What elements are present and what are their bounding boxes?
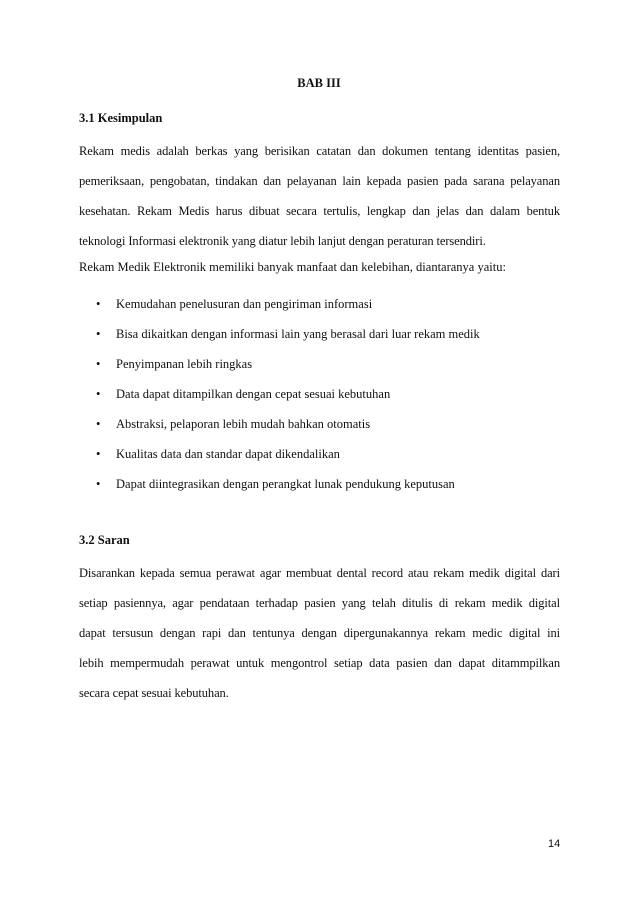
list-item-text: Data dapat ditampilkan dengan cepat sesuai kebutuhan bbox=[116, 387, 391, 401]
paragraph-line: secara cepat sesuai kebutuhan. bbox=[79, 686, 229, 700]
paragraph-line: teknologi Informasi elektronik yang diatur lebih lanjut dengan peraturan tersendiri. bbox=[79, 234, 486, 248]
page-number: 14 bbox=[548, 838, 561, 850]
section1-paragraph bbox=[79, 136, 560, 256]
bullet-icon: • bbox=[96, 387, 101, 401]
bullet-icon: • bbox=[96, 417, 101, 431]
section-heading-kesimpulan: 3.1 Kesimpulan bbox=[79, 111, 163, 125]
bullet-icon: • bbox=[96, 357, 101, 371]
paragraph-line: dapat tersusun dengan rapi dan tentunya dengan dipergunakannya rekam medic digital ini bbox=[79, 626, 560, 640]
section2-paragraph bbox=[79, 558, 560, 708]
list-item-text: Penyimpanan lebih ringkas bbox=[116, 357, 253, 371]
list-item-text: Kualitas data dan standar dapat dikendalikan bbox=[116, 447, 340, 461]
paragraph-line: kesehatan. Rekam Medis harus dibuat secara tertulis, lengkap dan jelas dan dalam bentuk bbox=[79, 204, 560, 218]
bullet-icon: • bbox=[96, 477, 101, 491]
paragraph-line: Disarankan kepada semua perawat agar membuat dental record atau rekam medik digital dari bbox=[79, 566, 560, 580]
list-item-text: Dapat diintegrasikan dengan perangkat lunak pendukung keputusan bbox=[116, 477, 455, 491]
section-heading-saran: 3.2 Saran bbox=[79, 533, 130, 547]
benefits-intro: Rekam Medik Elektronik memiliki banyak manfaat dan kelebihan, diantaranya yaitu: bbox=[79, 260, 506, 274]
list-item-text: Bisa dikaitkan dengan informasi lain yang berasal dari luar rekam medik bbox=[116, 327, 480, 341]
list-item-text: Kemudahan penelusuran dan pengiriman informasi bbox=[116, 297, 373, 311]
paragraph-line: setiap pasiennya, agar pendataan terhadap pasien yang telah ditulis di rekam medik digital bbox=[79, 596, 560, 610]
paragraph-line: pemeriksaan, pengobatan, tindakan dan pelayanan lain kepada pasien pada sarana pelayanan bbox=[79, 174, 560, 188]
bullet-icon: • bbox=[96, 327, 101, 341]
bullet-icon: • bbox=[96, 297, 101, 311]
chapter-title: BAB III bbox=[297, 76, 341, 90]
paragraph-line: Rekam medis adalah berkas yang berisikan catatan dan dokumen tentang identitas pasien, bbox=[79, 144, 560, 158]
bullet-icon: • bbox=[96, 447, 101, 461]
list-item-text: Abstraksi, pelaporan lebih mudah bahkan otomatis bbox=[116, 417, 371, 431]
paragraph-line: lebih mempermudah perawat untuk mengontrol setiap data pasien dan dapat ditammpilkan bbox=[79, 656, 560, 670]
